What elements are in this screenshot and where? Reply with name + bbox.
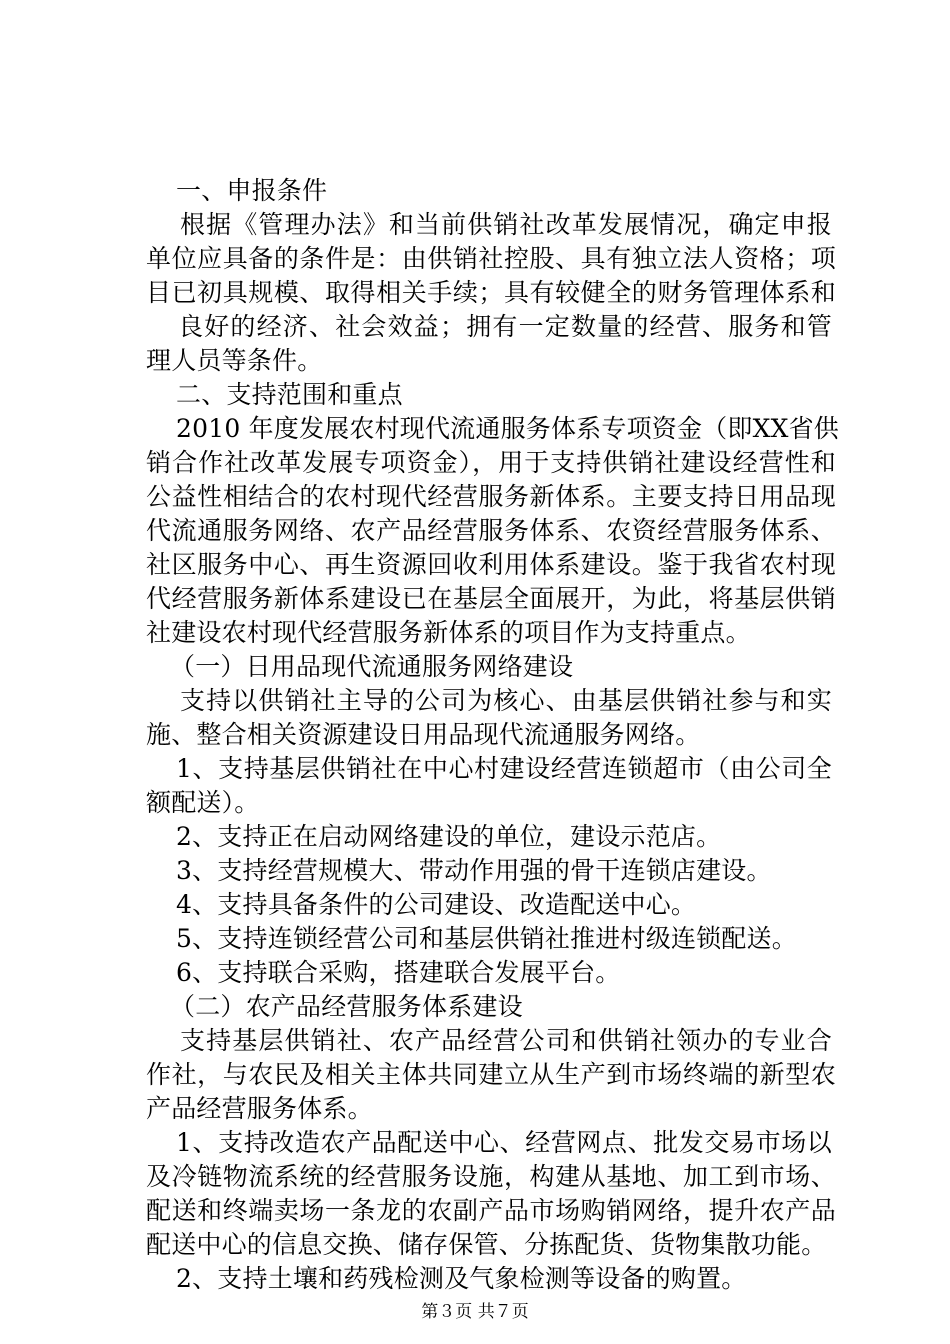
paragraph-line: 2010 年度发展农村现代流通服务体系专项资金（即XX省供 xyxy=(176,414,839,443)
heading-agri-products-system: （二）农产品经营服务体系建设 xyxy=(170,992,523,1021)
heading-daily-goods-network: （一）日用品现代流通服务网络建设 xyxy=(170,652,574,681)
paragraph-line: 社建设农村现代经营服务新体系的项目作为支持重点。 xyxy=(146,618,751,647)
heading-application-conditions: 一、申报条件 xyxy=(176,176,328,205)
paragraph-line: 社区服务中心、再生资源回收利用体系建设。鉴于我省农村现 xyxy=(146,550,836,579)
paragraph-line: 理人员等条件。 xyxy=(146,346,323,375)
paragraph-line: 产品经营服务体系。 xyxy=(146,1094,373,1123)
list-item: 5、支持连锁经营公司和基层供销社推进村级连锁配送。 xyxy=(176,924,797,953)
paragraph-line: 良好的经济、社会效益；拥有一定数量的经营、服务和管 xyxy=(178,312,832,341)
paragraph-line: 支持以供销社主导的公司为核心、由基层供销社参与和实 xyxy=(180,686,832,715)
paragraph-line: 根据《管理办法》和当前供销社改革发展情况，确定申报 xyxy=(180,210,832,239)
paragraph-line: 单位应具备的条件是：由供销社控股、具有独立法人资格；项 xyxy=(146,244,836,273)
list-item-continuation: 额配送）。 xyxy=(146,788,260,817)
page-number-footer: 第３页 共７页 xyxy=(421,1302,529,1322)
heading-support-scope: 二、支持范围和重点 xyxy=(176,380,403,409)
list-item: 6、支持联合采购，搭建联合发展平台。 xyxy=(176,958,621,987)
list-item: 2、支持土壤和药残检测及气象检测等设备的购置。 xyxy=(176,1264,747,1293)
paragraph-line: 公益性相结合的农村现代经营服务新体系。主要支持日用品现 xyxy=(146,482,836,511)
list-item-continuation: 配送中心的信息交换、储存保管、分拣配货、货物集散功能。 xyxy=(146,1230,827,1259)
paragraph-line: 代经营服务新体系建设已在基层全面展开，为此，将基层供销 xyxy=(146,584,836,613)
list-item-continuation: 及冷链物流系统的经营服务设施，构建从基地、加工到市场、 xyxy=(146,1162,836,1191)
paragraph-line: 目已初具规模、取得相关手续；具有较健全的财务管理体系和 xyxy=(146,278,836,307)
list-item: 1、支持改造农产品配送中心、经营网点、批发交易市场以 xyxy=(176,1128,832,1157)
paragraph-line: 销合作社改革发展专项资金），用于支持供销社建设经营性和 xyxy=(146,448,836,477)
paragraph-line: 施、整合相关资源建设日用品现代流通服务网络。 xyxy=(146,720,701,749)
paragraph-line: 作社，与农民及相关主体共同建立从生产到市场终端的新型农 xyxy=(146,1060,836,1089)
list-item: 3、支持经营规模大、带动作用强的骨干连锁店建设。 xyxy=(176,856,772,885)
list-item-continuation: 配送和终端卖场一条龙的农副产品市场购销网络，提升农产品 xyxy=(146,1196,836,1225)
paragraph-line: 支持基层供销社、农产品经营公司和供销社领办的专业合 xyxy=(180,1026,832,1055)
list-item: 2、支持正在启动网络建设的单位，建设示范店。 xyxy=(176,822,722,851)
paragraph-line: 代流通服务网络、农产品经营服务体系、农资经营服务体系、 xyxy=(146,516,836,545)
list-item: 4、支持具备条件的公司建设、改造配送中心。 xyxy=(176,890,697,919)
list-item: 1、支持基层供销社在中心村建设经营连锁超市（由公司全 xyxy=(176,754,832,783)
